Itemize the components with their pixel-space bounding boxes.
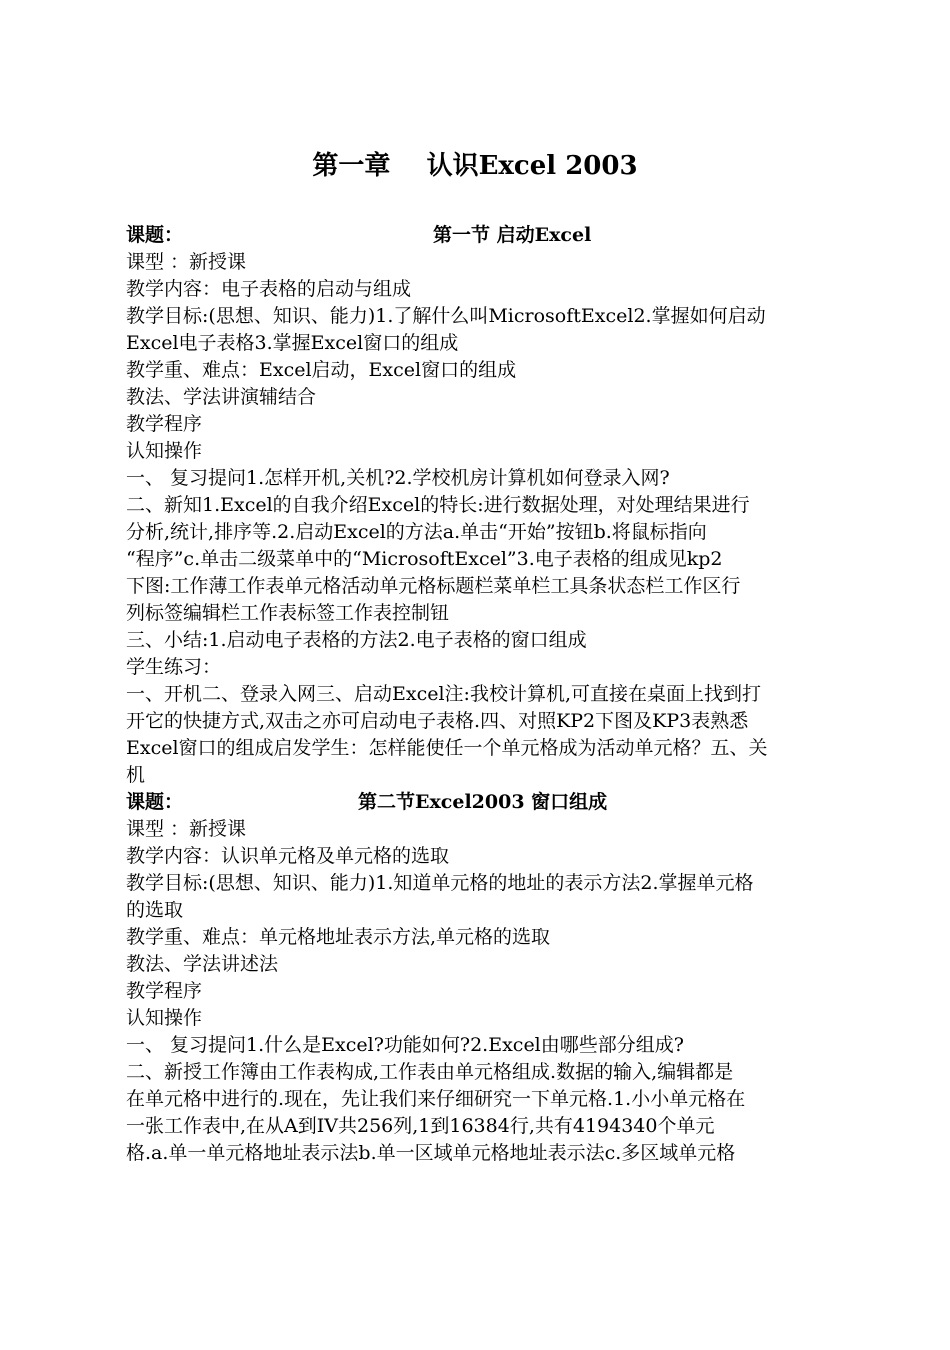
section-2-title: 第二节Excel2003 窗口组成	[358, 791, 608, 813]
paragraph-line: 教学目标:(思想、知识、能力)1.了解什么叫MicrosoftExcel2.掌握如何启动	[126, 305, 766, 327]
section-1-title: 第一节 启动Excel	[433, 224, 592, 246]
paragraph-line: 一张工作表中,在从A到IV共256列,1到16384行,共有4194340个单元	[126, 1115, 715, 1137]
paragraph-line: 认知操作	[126, 440, 203, 462]
paragraph-line: 机	[126, 764, 146, 786]
paragraph-line: 教学内容：电子表格的启动与组成	[126, 278, 412, 300]
paragraph-line: 下图:工作薄工作表单元格活动单元格标题栏菜单栏工具条状态栏工作区行	[126, 575, 741, 597]
paragraph-line: 二、新知1.Excel的自我介绍Excel的特长:进行数据处理，对处理结果进行	[126, 494, 750, 516]
section-2-heading	[126, 789, 828, 816]
paragraph-line: “程序”c.单击二级菜单中的“MicrosoftExcel”3.电子表格的组成见kp2	[126, 548, 723, 570]
paragraph-line: 的选取	[126, 899, 184, 921]
paragraph-line: 认知操作	[126, 1007, 203, 1029]
paragraph-line: 学生练习：	[126, 656, 222, 678]
paragraph-line: 在单元格中进行的.现在，先让我们来仔细研究一下单元格.1.小小单元格在	[126, 1088, 746, 1110]
section-1-body	[126, 249, 828, 789]
paragraph-line: 一、开机二、登录入网三、启动Excel注:我校计算机,可直接在桌面上找到打	[126, 683, 761, 705]
paragraph-line: 一、 复习提问1.什么是Excel?功能如何?2.Excel由哪些部分组成?	[126, 1034, 684, 1056]
paragraph-line: 课型 ：新授课	[126, 818, 247, 840]
paragraph-line: 三、小结:1.启动电子表格的方法2.电子表格的窗口组成	[126, 629, 587, 651]
paragraph-line: 格.a.单一单元格地址表示法b.单一区域单元格地址表示法c.多区域单元格	[126, 1142, 736, 1164]
section-2-label: 课题：	[126, 791, 184, 813]
paragraph-line: 课型 ：新授课	[126, 251, 247, 273]
paragraph-line: 教学重、难点：单元格地址表示方法,单元格的选取	[126, 926, 551, 948]
paragraph-line: 教学重、难点：Excel启动，Excel窗口的组成	[126, 359, 517, 381]
paragraph-line: 教学程序	[126, 980, 203, 1002]
paragraph-line: Excel电子表格3.掌握Excel窗口的组成	[126, 332, 459, 354]
paragraph-line: 教学目标:(思想、知识、能力)1.知道单元格的地址的表示方法2.掌握单元格	[126, 872, 754, 894]
paragraph-line: Excel窗口的组成启发学生：怎样能使任一个单元格成为活动单元格？五、关	[126, 737, 768, 759]
section-1-label: 课题：	[126, 224, 184, 246]
paragraph-line: 列标签编辑栏工作表标签工作表控制钮	[126, 602, 450, 624]
paragraph-line: 分析,统计,排序等.2.启动Excel的方法a.单击“开始”按钮b.将鼠标指向	[126, 521, 707, 543]
paragraph-line: 一、 复习提问1.怎样开机,关机?2.学校机房计算机如何登录入网?	[126, 467, 670, 489]
paragraph-line: 教法、学法讲述法	[126, 953, 279, 975]
paragraph-line: 教法、学法讲演辅结合	[126, 386, 317, 408]
paragraph-line: 教学程序	[126, 413, 203, 435]
section-2-body	[126, 816, 828, 1167]
chapter-title: 第一章 认识Excel 2003	[312, 151, 638, 181]
paragraph-line: 二、新授工作簿由工作表构成,工作表由单元格组成.数据的输入,编辑都是	[126, 1061, 734, 1083]
document-body	[126, 222, 828, 1167]
paragraph-line: 教学内容：认识单元格及单元格的选取	[126, 845, 450, 867]
section-1-heading	[126, 222, 828, 249]
paragraph-line: 开它的快捷方式,双击之亦可启动电子表格.四、对照KP2下图及KP3表熟悉	[126, 710, 749, 732]
